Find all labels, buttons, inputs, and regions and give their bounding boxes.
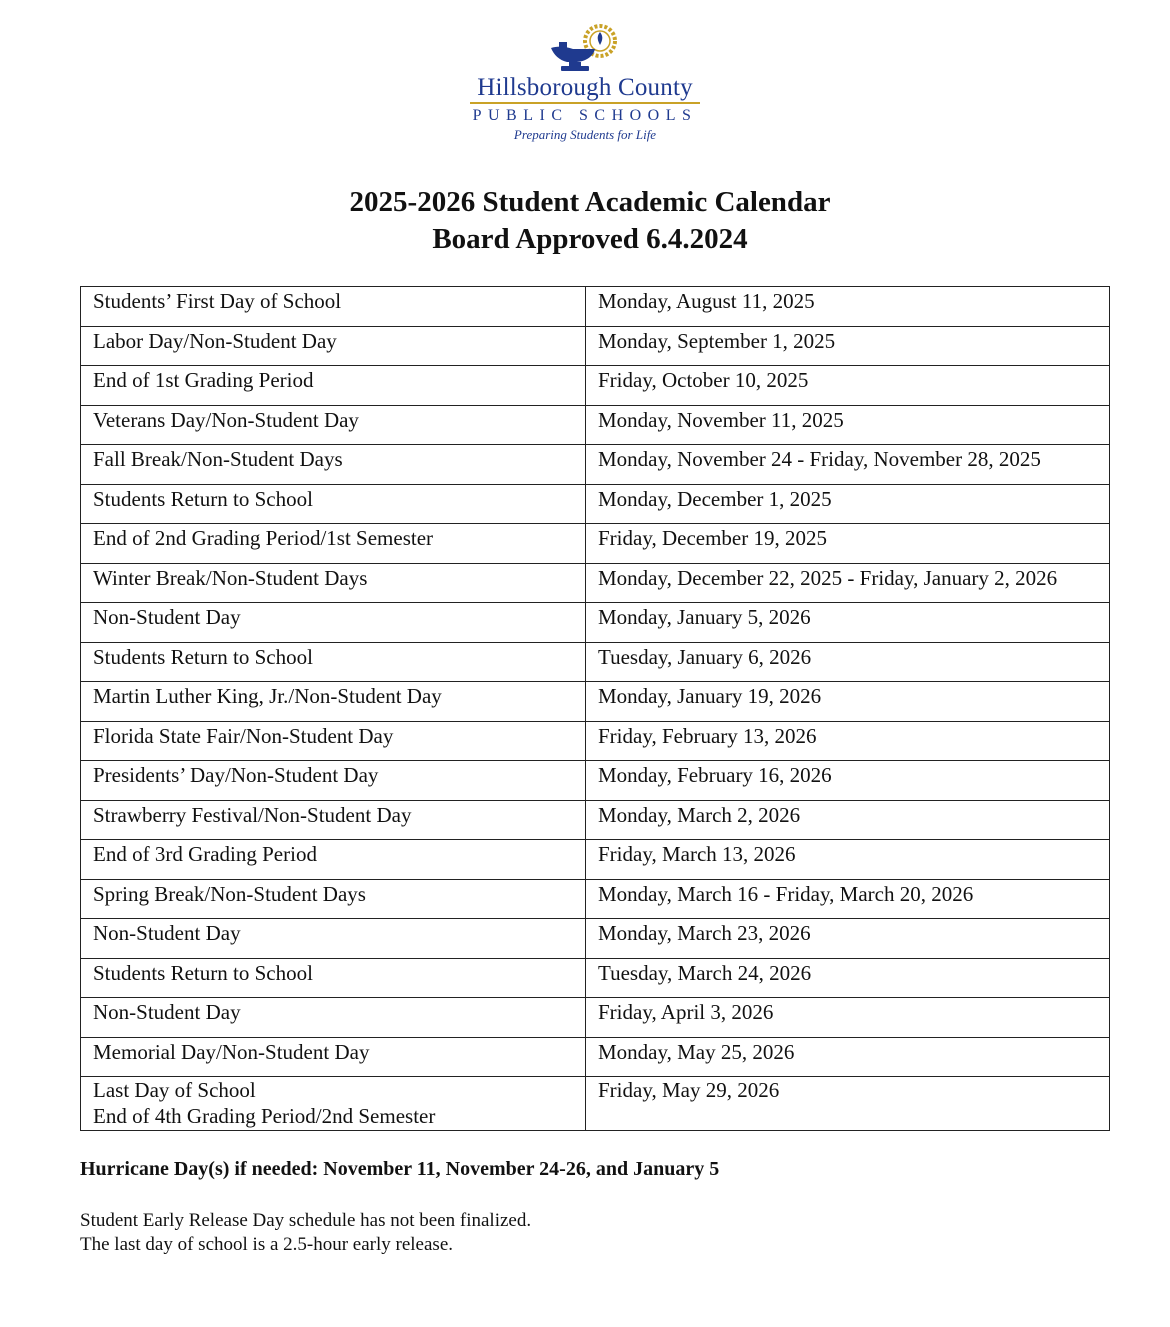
event-cell: End of 3rd Grading Period bbox=[81, 840, 586, 880]
date-cell: Monday, January 19, 2026 bbox=[586, 682, 1110, 722]
table-row bbox=[81, 998, 1110, 1038]
table-row bbox=[81, 603, 1110, 643]
date-cell: Monday, May 25, 2026 bbox=[586, 1037, 1110, 1077]
table-row bbox=[81, 524, 1110, 564]
date-cell: Monday, January 5, 2026 bbox=[586, 603, 1110, 643]
date-cell: Monday, March 16 - Friday, March 20, 2026 bbox=[586, 879, 1110, 919]
event-cell: Martin Luther King, Jr./Non-Student Day bbox=[81, 682, 586, 722]
date-cell: Monday, February 16, 2026 bbox=[586, 761, 1110, 801]
table-row bbox=[81, 682, 1110, 722]
early-release-note: Student Early Release Day schedule has not been finalized. bbox=[80, 1210, 532, 1231]
event-cell: Presidents’ Day/Non-Student Day bbox=[81, 761, 586, 801]
date-cell: Friday, October 10, 2025 bbox=[586, 366, 1110, 406]
date-cell: Monday, September 1, 2025 bbox=[586, 326, 1110, 366]
event-cell: Students Return to School bbox=[81, 958, 586, 998]
date-cell: Friday, March 13, 2026 bbox=[586, 840, 1110, 880]
table-row bbox=[81, 800, 1110, 840]
district-name: Hillsborough County bbox=[477, 74, 693, 101]
date-cell: Monday, March 23, 2026 bbox=[586, 919, 1110, 959]
date-cell: Monday, December 1, 2025 bbox=[586, 484, 1110, 524]
date-cell: Monday, December 22, 2025 - Friday, January 2, 2026 bbox=[586, 563, 1110, 603]
event-cell: Fall Break/Non-Student Days bbox=[81, 445, 586, 485]
date-cell: Monday, August 11, 2025 bbox=[586, 287, 1110, 327]
event-line: End of 4th Grading Period/2nd Semester bbox=[93, 1104, 436, 1128]
table-row bbox=[81, 919, 1110, 959]
calendar-table bbox=[80, 286, 1110, 1131]
table-row bbox=[81, 761, 1110, 801]
event-cell bbox=[81, 1077, 586, 1131]
date-cell: Friday, April 3, 2026 bbox=[586, 998, 1110, 1038]
page-subtitle: Board Approved 6.4.2024 bbox=[432, 223, 748, 255]
table-row bbox=[81, 563, 1110, 603]
event-cell: Florida State Fair/Non-Student Day bbox=[81, 721, 586, 761]
event-cell: Winter Break/Non-Student Days bbox=[81, 563, 586, 603]
event-cell: End of 1st Grading Period bbox=[81, 366, 586, 406]
table-row bbox=[81, 484, 1110, 524]
calendar-body bbox=[81, 287, 1110, 1131]
event-line: Last Day of School bbox=[93, 1078, 256, 1102]
table-row bbox=[81, 721, 1110, 761]
table-row bbox=[81, 326, 1110, 366]
date-cell: Monday, November 24 - Friday, November 28, 2025 bbox=[586, 445, 1110, 485]
event-cell: Non-Student Day bbox=[81, 919, 586, 959]
table-row bbox=[81, 642, 1110, 682]
table-row bbox=[81, 445, 1110, 485]
date-cell: Tuesday, January 6, 2026 bbox=[586, 642, 1110, 682]
date-cell: Monday, March 2, 2026 bbox=[586, 800, 1110, 840]
table-row bbox=[81, 287, 1110, 327]
date-cell: Friday, February 13, 2026 bbox=[586, 721, 1110, 761]
table-row bbox=[81, 840, 1110, 880]
district-logo bbox=[0, 22, 1170, 144]
district-tagline: Preparing Students for Life bbox=[513, 127, 657, 142]
event-cell: Non-Student Day bbox=[81, 998, 586, 1038]
event-cell: Students’ First Day of School bbox=[81, 287, 586, 327]
event-cell: Labor Day/Non-Student Day bbox=[81, 326, 586, 366]
table-row bbox=[81, 1037, 1110, 1077]
table-row bbox=[81, 366, 1110, 406]
date-cell: Friday, December 19, 2025 bbox=[586, 524, 1110, 564]
table-row-last-day bbox=[81, 1077, 1110, 1131]
event-cell: End of 2nd Grading Period/1st Semester bbox=[81, 524, 586, 564]
logo-divider bbox=[470, 102, 700, 104]
district-subtitle: PUBLIC SCHOOLS bbox=[472, 107, 698, 124]
date-cell: Tuesday, March 24, 2026 bbox=[586, 958, 1110, 998]
table-row bbox=[81, 958, 1110, 998]
last-day-note: The last day of school is a 2.5-hour early release. bbox=[80, 1234, 454, 1255]
table-row bbox=[81, 879, 1110, 919]
page-title: 2025-2026 Student Academic Calendar bbox=[349, 186, 831, 218]
lamp-of-learning-icon bbox=[545, 22, 625, 74]
hurricane-days-note: Hurricane Day(s) if needed: November 11, November 24-26, and January 5 bbox=[80, 1158, 720, 1180]
event-cell: Memorial Day/Non-Student Day bbox=[81, 1037, 586, 1077]
event-cell: Students Return to School bbox=[81, 484, 586, 524]
event-cell: Non-Student Day bbox=[81, 603, 586, 643]
event-cell: Veterans Day/Non-Student Day bbox=[81, 405, 586, 445]
date-cell: Monday, November 11, 2025 bbox=[586, 405, 1110, 445]
date-cell: Friday, May 29, 2026 bbox=[586, 1077, 1110, 1131]
event-cell: Students Return to School bbox=[81, 642, 586, 682]
table-row bbox=[81, 405, 1110, 445]
event-cell: Spring Break/Non-Student Days bbox=[81, 879, 586, 919]
event-cell: Strawberry Festival/Non-Student Day bbox=[81, 800, 586, 840]
